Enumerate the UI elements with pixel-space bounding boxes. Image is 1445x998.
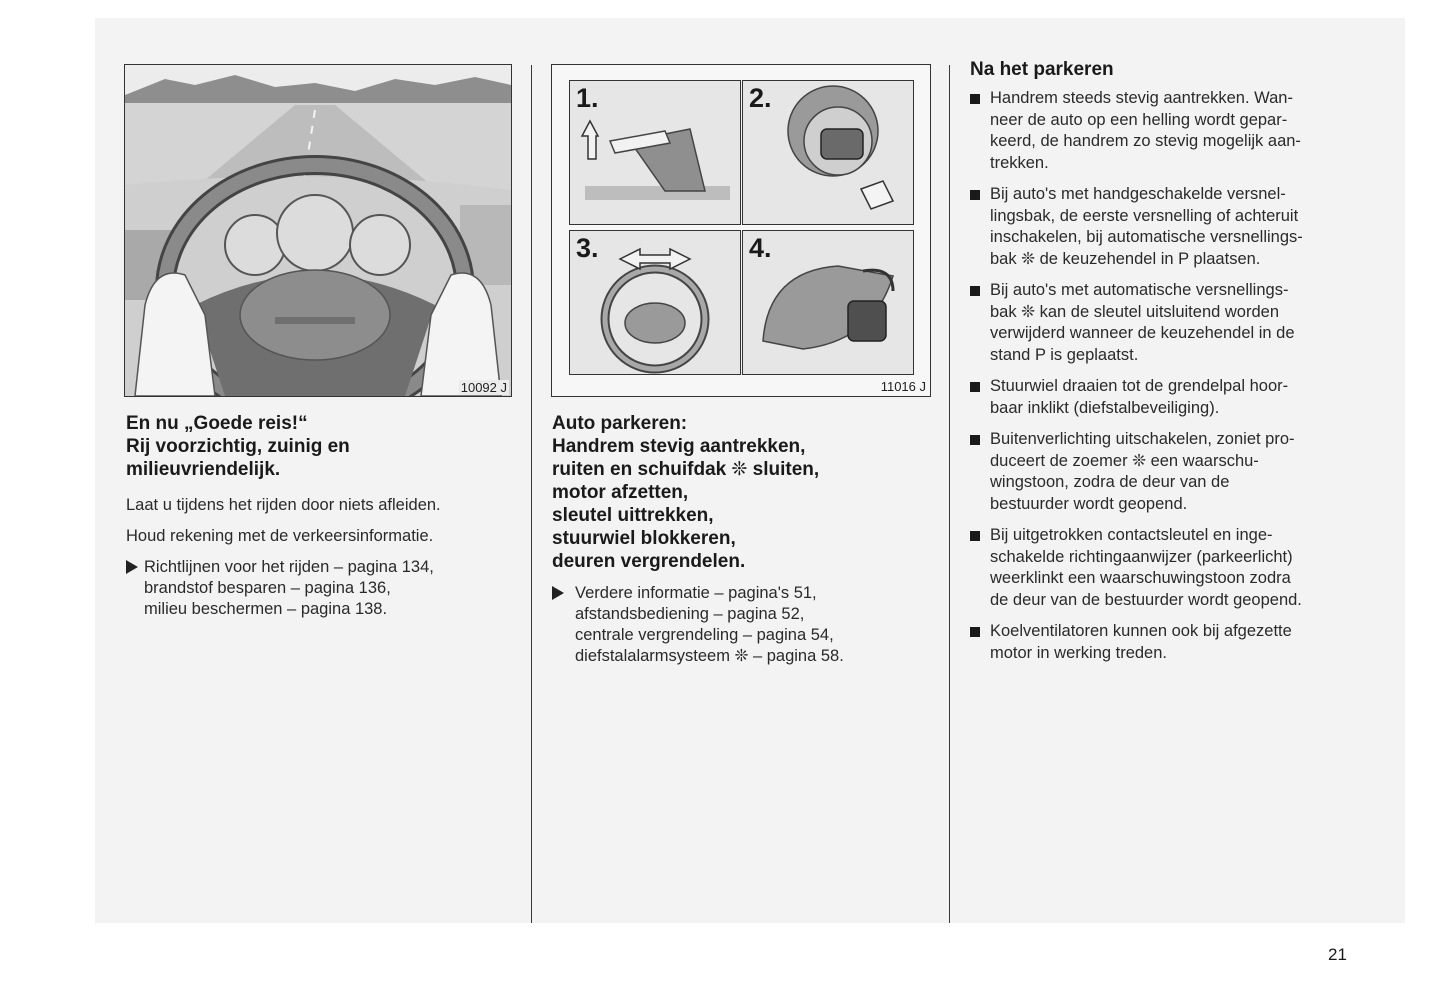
list-item: Buitenverlichting uitschakelen, zoniet pro- duceert de zoemer ❊ een waarschu- wingstoon, zodra de deur van de bestuurder wordt geopend. (970, 429, 1360, 515)
paragraph: Houd rekening met de verkeersinformatie. (126, 527, 434, 545)
steering-wheel-illustration (124, 64, 512, 397)
step-panel-2 (742, 80, 914, 225)
square-bullet-icon (970, 382, 980, 392)
list-item: Handrem steeds stevig aantrekken. Wan- neer de auto op een helling wordt gepar- keerd, de handrem zo stevig mogelijk aan- trekken. (970, 88, 1360, 174)
list-item: Bij uitgetrokken contactsleutel en inge- schakelde richtingaanwijzer (parkeerlicht) weerklinkt een waarschuwingstoon zodra de deur van de bestuurder wordt geopend. (970, 525, 1360, 611)
square-bullet-icon (970, 531, 980, 541)
figure-code: 10092 J (460, 380, 507, 395)
square-bullet-icon (970, 94, 980, 104)
step-number: 2. (749, 83, 772, 113)
step-panel-1 (569, 80, 741, 225)
paragraph: Laat u tijdens het rijden door niets afleiden. (126, 496, 441, 514)
section-heading: Na het parkeren (970, 59, 1114, 80)
after-parking-list (970, 88, 1360, 664)
step-panel-3 (569, 230, 741, 375)
column-2-text (552, 412, 932, 667)
section-heading: En nu „Goede reis!“ Rij voorzichtig, zuinig en milieuvriendelijk. (126, 413, 350, 480)
reference-bullet: Richtlijnen voor het rijden – pagina 134, brandstof besparen – pagina 136, milieu beschermen – pagina 138. (126, 557, 506, 620)
step-number: 3. (576, 233, 599, 263)
step-panel-4 (742, 230, 914, 375)
square-bullet-icon (970, 286, 980, 296)
square-bullet-icon (970, 627, 980, 637)
reference-bullet: Verdere informatie – pagina's 51, afstandsbediening – pagina 52, centrale vergrendeling – pagina 54, diefstalalarmsysteem ❊ – pagina 58. (552, 583, 932, 667)
step-number: 1. (576, 83, 599, 113)
section-heading: Auto parkeren: Handrem stevig aantrekken, ruiten en schuifdak ❊ sluiten, motor afzetten, sleutel uittrekken, stuurwiel blokkeren, deuren vergrendelen. (552, 413, 820, 572)
column-divider (949, 65, 950, 923)
triangle-bullet-icon (552, 586, 564, 600)
step-number: 4. (749, 233, 772, 263)
square-bullet-icon (970, 190, 980, 200)
square-bullet-icon (970, 435, 980, 445)
list-item: Stuurwiel draaien tot de grendelpal hoor- baar inklikt (diefstalbeveiliging). (970, 376, 1360, 419)
parking-steps-illustration (551, 64, 931, 397)
page-number: 21 (1328, 945, 1347, 964)
list-item: Bij auto's met handgeschakelde versnel- lingsbak, de eerste versnelling of achteruit inschakelen, bij automatische versnellings- bak ❊ de keuzehendel in P plaatsen. (970, 184, 1360, 270)
column-1-text (126, 412, 506, 620)
triangle-bullet-icon (126, 560, 138, 574)
column-3-text (970, 58, 1360, 674)
column-divider (531, 65, 532, 923)
list-item: Bij auto's met automatische versnellings- bak ❊ kan de sleutel uitsluitend worden verwijderd wanneer de keuzehendel in de stand P is geplaatst. (970, 280, 1360, 366)
list-item: Koelventilatoren kunnen ook bij afgezette motor in werking treden. (970, 621, 1360, 664)
driving-view-drawing (125, 65, 511, 396)
figure-code: 11016 J (880, 379, 926, 394)
